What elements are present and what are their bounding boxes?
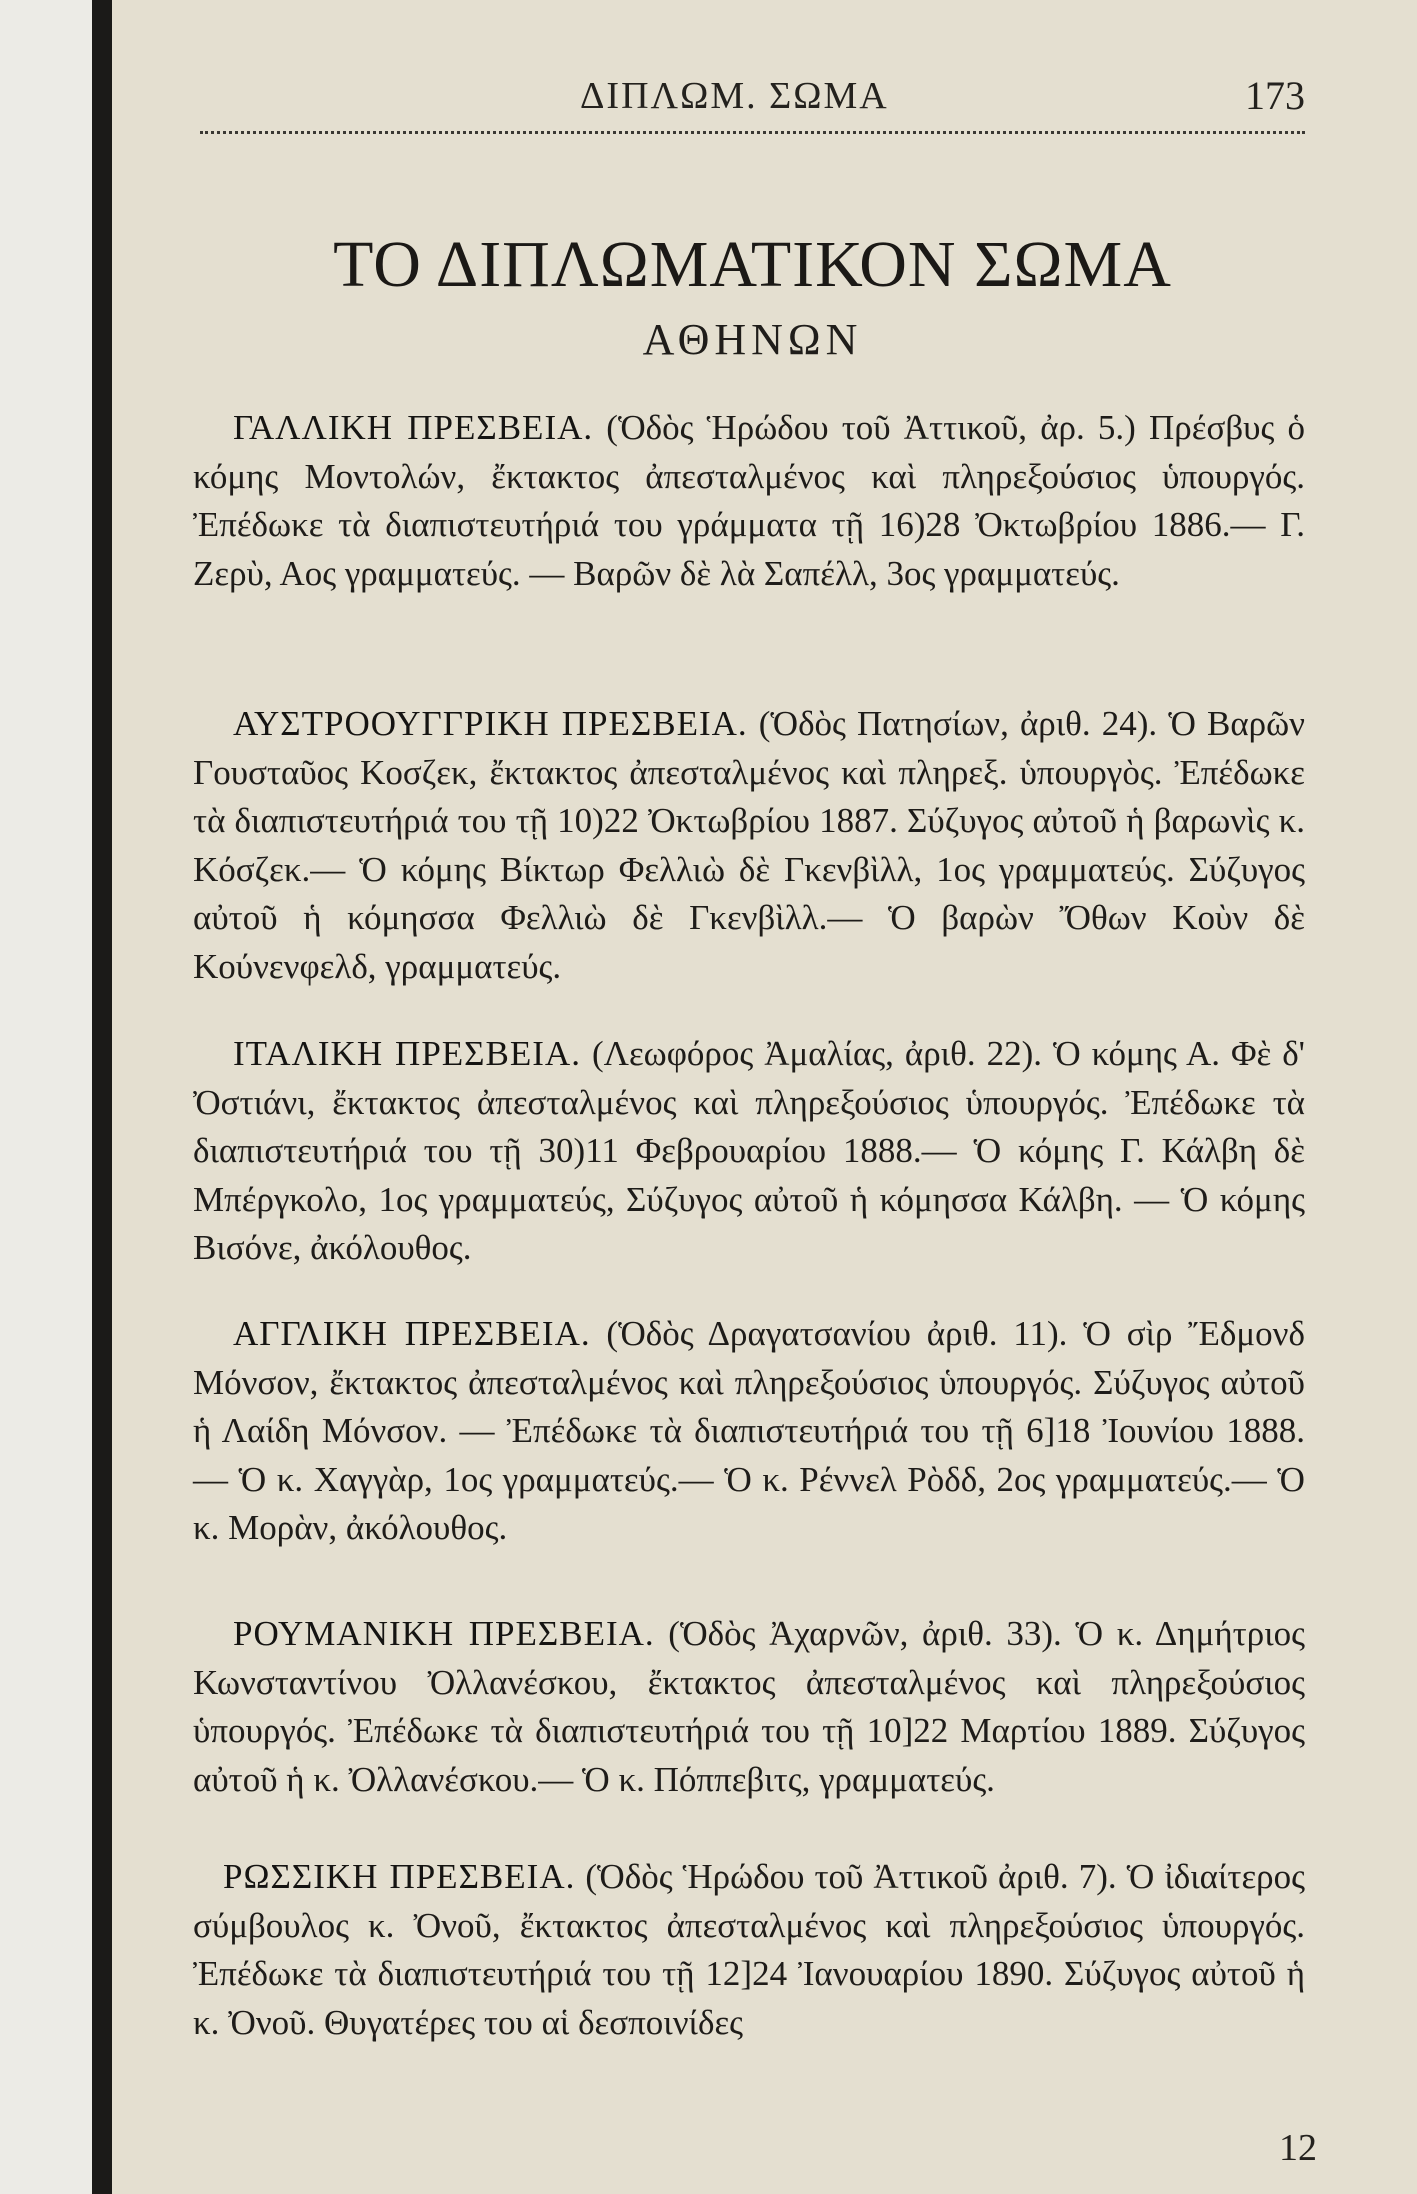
- running-title: ΔΙΠΛΩΜ. ΣΩΜΑ: [580, 75, 889, 117]
- entry-text: (Ὁδὸς Πατησίων, ἀριθ. 24). Ὁ Βαρῶν Γουσταῦος Κοσζεκ, ἔκτακτος ἀπεσταλμένος καὶ πληρεξ. ὑπουργὸς. Ἐπέδωκε τὰ διαπιστευτήριά του τῇ 10)22 Ὀκτωβρίου 1887. Σύζυγος αὐτοῦ ἡ βαρωνὶς κ. Κόσζεκ.— Ὁ κόμης Βίκτωρ Φελλιὼ δὲ Γκενβὶλλ, 1ος γραμματεύς. Σύζυγος αὐτοῦ ἡ κόμησσα Φελλιὼ δὲ Γκενβὶλλ.— Ὁ βαρὼν Ὄθων Κοὺν δὲ Κούνενφελδ, γραμματεύς.: [193, 704, 1306, 986]
- legation-entry-italy: [193, 1030, 1305, 1273]
- entry-heading: ΡΟΥΜΑΝΙΚΗ ΠΡΕΣΒΕΙΑ.: [233, 1614, 655, 1653]
- left-margin: [0, 0, 92, 2194]
- entry-heading: ΡΩΣΣΙΚΗ ΠΡΕΣΒΕΙΑ.: [223, 1857, 576, 1896]
- legation-entry-romania: [193, 1610, 1305, 1804]
- entry-heading: ΑΥΣΤΡΟΟΥΓΓΡΙΚΗ ΠΡΕΣΒΕΙΑ.: [233, 704, 748, 743]
- signature-mark: 12: [1279, 2127, 1317, 2169]
- legation-entry-russia: [193, 1853, 1305, 2047]
- binding-shadow: [92, 0, 112, 2194]
- entry-heading: ΓΑΛΛΙΚΗ ΠΡΕΣΒΕΙΑ.: [233, 408, 594, 447]
- entry-heading: ΑΓΓΛΙΚΗ ΠΡΕΣΒΕΙΑ.: [233, 1314, 591, 1353]
- legation-entry-austria-hungary: [193, 700, 1305, 991]
- page-title: ΤΟ ΔΙΠΛΩΜΑΤΙΚΟΝ ΣΩΜΑ: [333, 228, 1172, 301]
- entry-text: (Ὁδὸς Ἀχαρνῶν, ἀριθ. 33). Ὁ κ. Δημήτριος Κωνσταντίνου Ὀλλανέσκου, ἔκτακτος ἀπεσταλμένος καὶ πληρεξούσιος ὑπουργός. Ἐπέδωκε τὰ διαπιστευτήριά του τῇ 10]22 Μαρτίου 1889. Σύζυγος αὐτοῦ ἡ κ. Ὀλλανέσκου.— Ὁ κ. Πόππεβιτς, γραμματεύς.: [193, 1614, 1305, 1799]
- header-rule: [200, 131, 1305, 134]
- entry-text: (Ὁδὸς Ἡρώδου τοῦ Ἀττικοῦ, ἀρ. 5.) Πρέσβυς ὁ κόμης Μοντολών, ἔκτακτος ἀπεσταλμένος καὶ πληρεξούσιος ὑπουργός. Ἐπέδωκε τὰ διαπιστευτήριά του γράμματα τῇ 16)28 Ὀκτωβρίου 1886.— Γ. Ζερὺ, Αος γραμματεύς. — Βαρῶν δὲ λὰ Σαπέλλ, 3ος γραμματεύς.: [193, 408, 1305, 593]
- page-subtitle: ΑΘΗΝΩΝ: [642, 315, 863, 364]
- entry-text: (Λεωφόρος Ἀμαλίας, ἀριθ. 22). Ὁ κόμης Α. Φὲ δ' Ὀστιάνι, ἔκτακτος ἀπεσταλμένος καὶ πληρεξούσιος ὑπουργός. Ἐπέδωκε τὰ διαπιστευτήριά του τῇ 30)11 Φεβρουαρίου 1888.— Ὁ κόμης Γ. Κάλβη δὲ Μπέργκολο, 1ος γραμματεύς, Σύζυγος αὐτοῦ ἡ κόμησσα Κάλβη. — Ὁ κόμης Βισόνε, ἀκόλουθος.: [193, 1034, 1305, 1267]
- entry-heading: ΙΤΑΛΙΚΗ ΠΡΕΣΒΕΙΑ.: [233, 1034, 581, 1073]
- legation-entry-france: [193, 404, 1305, 598]
- entry-text: (Ὁδὸς Δραγατσανίου ἀριθ. 11). Ὁ σὶρ Ἔδμονδ Μόνσον, ἔκτακτος ἀπεσταλμένος καὶ πληρεξούσιος ὑπουργός. Σύζυγος αὐτοῦ ἡ Λαίδη Μόνσον. — Ἐπέδωκε τὰ διαπιστευτήριά του τῇ 6]18 Ἰουνίου 1888. — Ὁ κ. Χαγγὰρ, 1ος γραμματεύς.— Ὁ κ. Ρέννελ Ρὸδδ, 2ος γραμματεύς.— Ὁ κ. Μορὰν, ἀκόλουθος.: [193, 1314, 1306, 1547]
- page-number: 173: [1245, 73, 1305, 118]
- legation-entry-england: [193, 1310, 1305, 1553]
- entry-text: (Ὁδὸς Ἡρώδου τοῦ Ἀττικοῦ ἀριθ. 7). Ὁ ἰδιαίτερος σύμβουλος κ. Ὀνοῦ, ἔκτακτος ἀπεσταλμένος καὶ πληρεξούσιος ὑπουργός. Ἐπέδωκε τὰ διαπιστευτήριά του τῇ 12]24 Ἰανουαρίου 1890. Σύζυγος αὐτοῦ ἡ κ. Ὀνοῦ. Θυγατέρες του αἱ δεσποινίδες: [193, 1857, 1305, 2042]
- running-header: [200, 62, 1305, 134]
